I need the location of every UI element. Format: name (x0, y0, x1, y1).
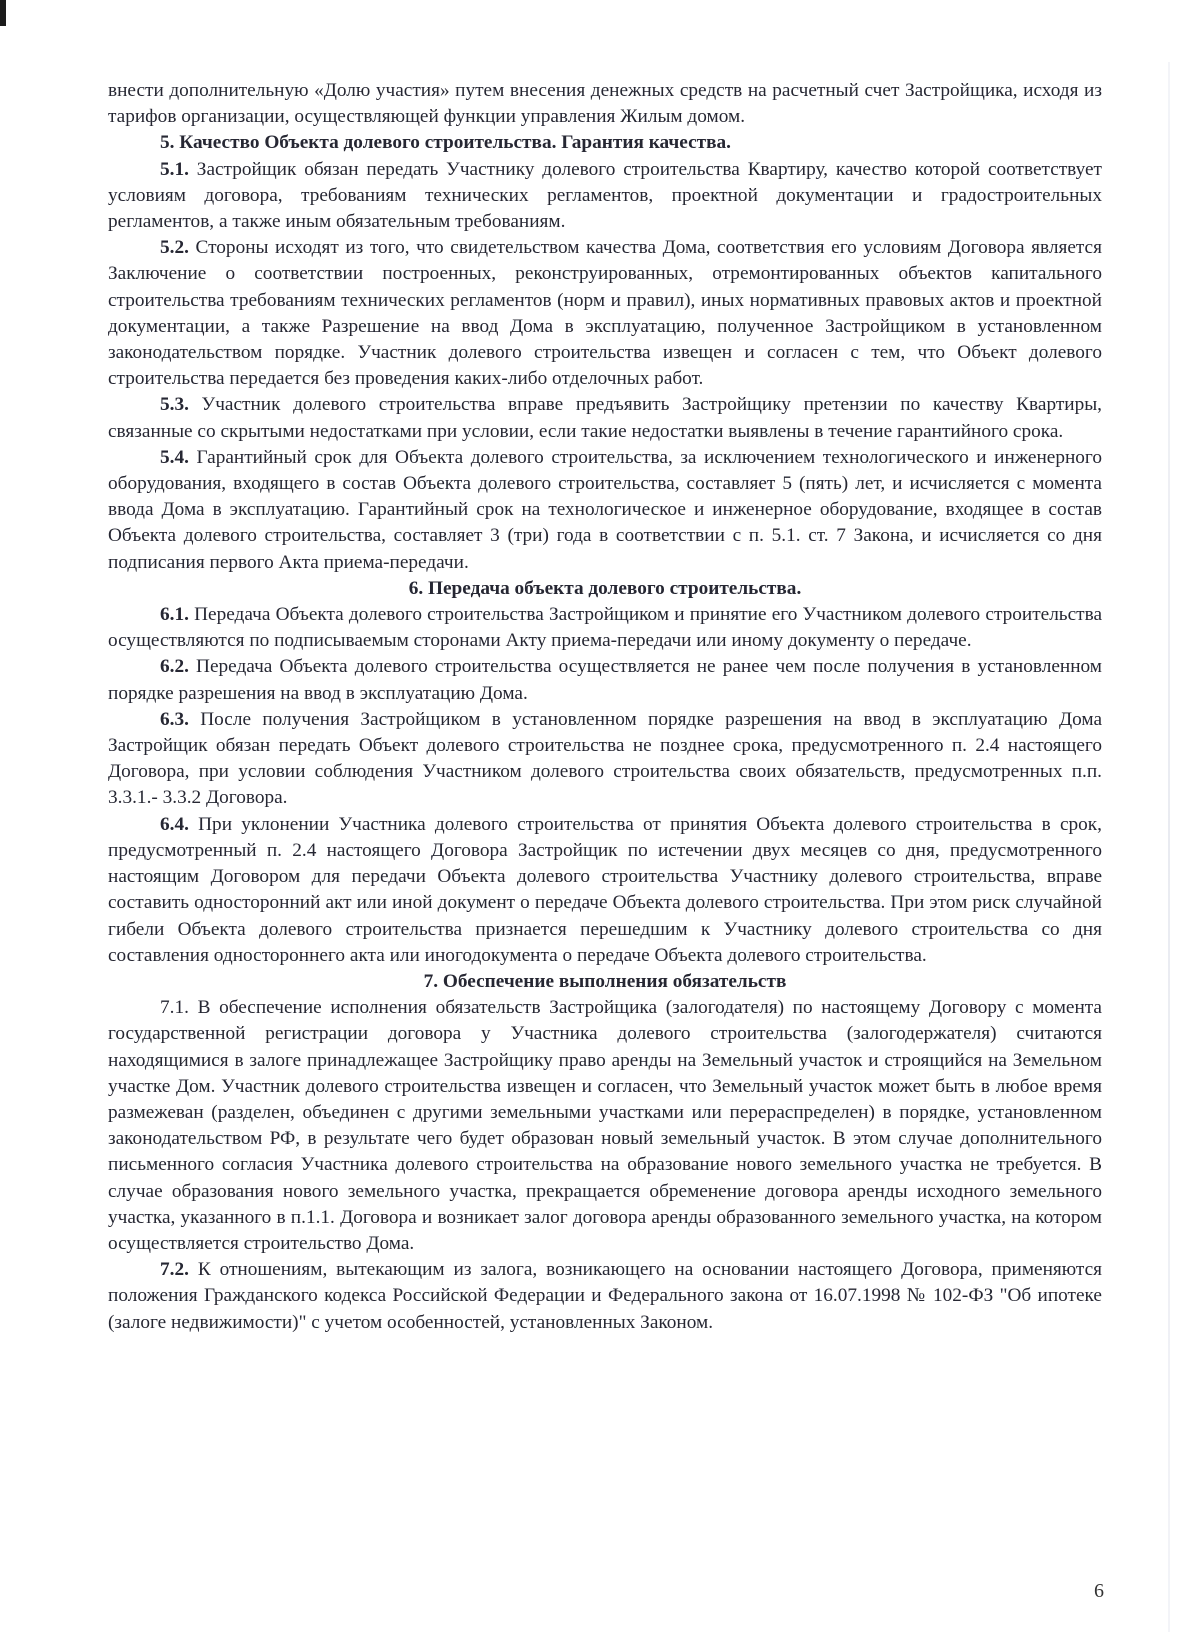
page-number: 6 (1094, 1580, 1104, 1602)
clause-7-1 (108, 995, 1102, 1257)
clause-number: 6.3. (160, 708, 189, 730)
section-heading-5: 5. Качество Объекта долевого строительства. Гарантия качества. (160, 132, 731, 154)
clause-text: Гарантийный срок для Объекта долевого строительства, за исключением технологического и инженерного оборудования, входящего в состав Объекта долевого строительства, составляет 5 (пять) лет, и исчисляется с момента ввода Дома в эксплуатацию. Гарантийный срок на технологическое и инженерное оборудование, входящее в состав Объекта долевого строительства, составляет 3 (три) года в соответствии с п. 5.1. ст. 7 Закона, и исчисляется со дня подписания первого Акта приема-передачи. (108, 446, 1102, 573)
clause-text: Участник долевого строительства вправе предъявить Застройщику претензии по качеству Квартиры, связанные со скрытыми недостатками при условии, если такие недостатки выявлены в течение гарантийного срока. (108, 394, 1102, 442)
section-heading-6: 6. Передача объекта долевого строительства. (408, 577, 802, 599)
clause-6-2 (108, 654, 1102, 706)
clause-text: В обеспечение исполнения обязательств Застройщика (залогодателя) по настоящему Договору с момента государственной регистрации договора у Участника долевого строительства (залогодержателя) считаются находящимися в залоге принадлежащее Застройщику право аренды на Земельный участок и строящийся на Земельном участке Дом. Участник долевого строительства извещен и согласен, что Земельный участок может быть в любое время размежеван (разделен, объединен с другими земельными участками или перераспределен) в порядке, установленном законодательством РФ, в результате чего будет образован новый земельный участок. В этом случае дополнительного письменного согласия Участника долевого строительства на образование нового земельного участка не требуется. В случае образования нового земельного участка, прекращается обременение договора аренды исходного земельного участка, указанного в п.1.1. Договора и возникает залог договора аренды образованного земельного участка, на котором осуществляется строительство Дома. (108, 997, 1102, 1254)
section-heading-7: 7. Обеспечение выполнения обязательств (423, 970, 787, 992)
clause-number: 5.2. (160, 237, 189, 259)
clause-number: 6.1. (160, 604, 189, 626)
clause-text: Передача Объекта долевого строительства осуществляется не ранее чем после получения в установленном порядке разрешения на ввод в эксплуатацию Дома. (108, 656, 1102, 704)
clause-number: 5.4. (160, 446, 189, 468)
clause-5-2 (108, 235, 1102, 392)
clause-6-3 (108, 707, 1102, 812)
clause-text: После получения Застройщиком в установленном порядке разрешения на ввод в эксплуатацию Дома Застройщик обязан передать Объект долевого строительства не позднее срока, предусмотренного п. 2.4 настоящего Договора, при условии соблюдения Участником долевого строительства своих обязательств, предусмотренных п.п. 3.3.1.- 3.3.2 Договора. (108, 708, 1102, 809)
clause-6-1 (108, 602, 1102, 654)
clause-7-2 (108, 1257, 1102, 1336)
clause-text: Стороны исходят из того, что свидетельством качества Дома, соответствия его условиям Договора является Заключение о соответствии построенных, реконструированных, отремонтированных объектов капитального строительства требованиям технических регламентов (норм и правил), иных нормативных правовых актов и проектной документации, а также Разрешение на ввод Дома в эксплуатацию, полученное Застройщиком в установленном законодательством порядке. Участник долевого строительства извещен и согласен с тем, что Объект долевого строительства передается без проведения каких-либо отделочных работ. (108, 237, 1102, 390)
scan-edge-shadow (1168, 62, 1170, 1632)
clause-text: При уклонении Участника долевого строительства от принятия Объекта долевого строительства в срок, предусмотренный п. 2.4 настоящего Договора Застройщик по истечении двух месяцев со дня, предусмотренного настоящим Договором для передачи Объекта долевого строительства Участнику долевого строительства, вправе составить односторонний акт или иной документ о передаче Объекта долевого строительства. При этом риск случайной гибели Объекта долевого строительства признается перешедшим к Участнику долевого строительства со дня составления одностороннего акта или иногодокумента о передаче Объекта долевого строительства. (108, 813, 1102, 966)
clause-number: 5.1. (160, 158, 189, 180)
clause-text: К отношениям, вытекающим из залога, возникающего на основании настоящего Договора, применяются положения Гражданского кодекса Российской Федерации и Федерального закона от 16.07.1998 № 102-ФЗ "Об ипотеке (залоге недвижимости)" с учетом особенностей, установленных Законом. (108, 1259, 1102, 1333)
clause-5-3 (108, 392, 1102, 444)
intro-continuation: внести дополнительную «Долю участия» путем внесения денежных средств на расчетный счет Застройщика, исходя из тарифов организации, осуществляющей функции управления Жилым домом. (108, 80, 1102, 128)
clause-number: 6.2. (160, 656, 189, 678)
clause-number: 7.1. (160, 997, 189, 1019)
clause-5-4 (108, 445, 1102, 576)
scan-corner-mark (0, 0, 6, 26)
clause-5-1 (108, 157, 1102, 236)
document-body (108, 78, 1102, 1336)
clause-6-4 (108, 812, 1102, 969)
clause-number: 7.2. (160, 1259, 189, 1281)
clause-text: Передача Объекта долевого строительства Застройщиком и принятие его Участником долевого строительства осуществляются по подписываемым сторонами Акту приема-передачи или иному документу о передаче. (108, 604, 1102, 652)
clause-number: 5.3. (160, 394, 189, 416)
clause-number: 6.4. (160, 813, 189, 835)
clause-text: Застройщик обязан передать Участнику долевого строительства Квартиру, качество которой соответствует условиям договора, требованиям технических регламентов, проектной документации и градостроительных регламентов, а также иным обязательным требованиям. (108, 158, 1102, 233)
